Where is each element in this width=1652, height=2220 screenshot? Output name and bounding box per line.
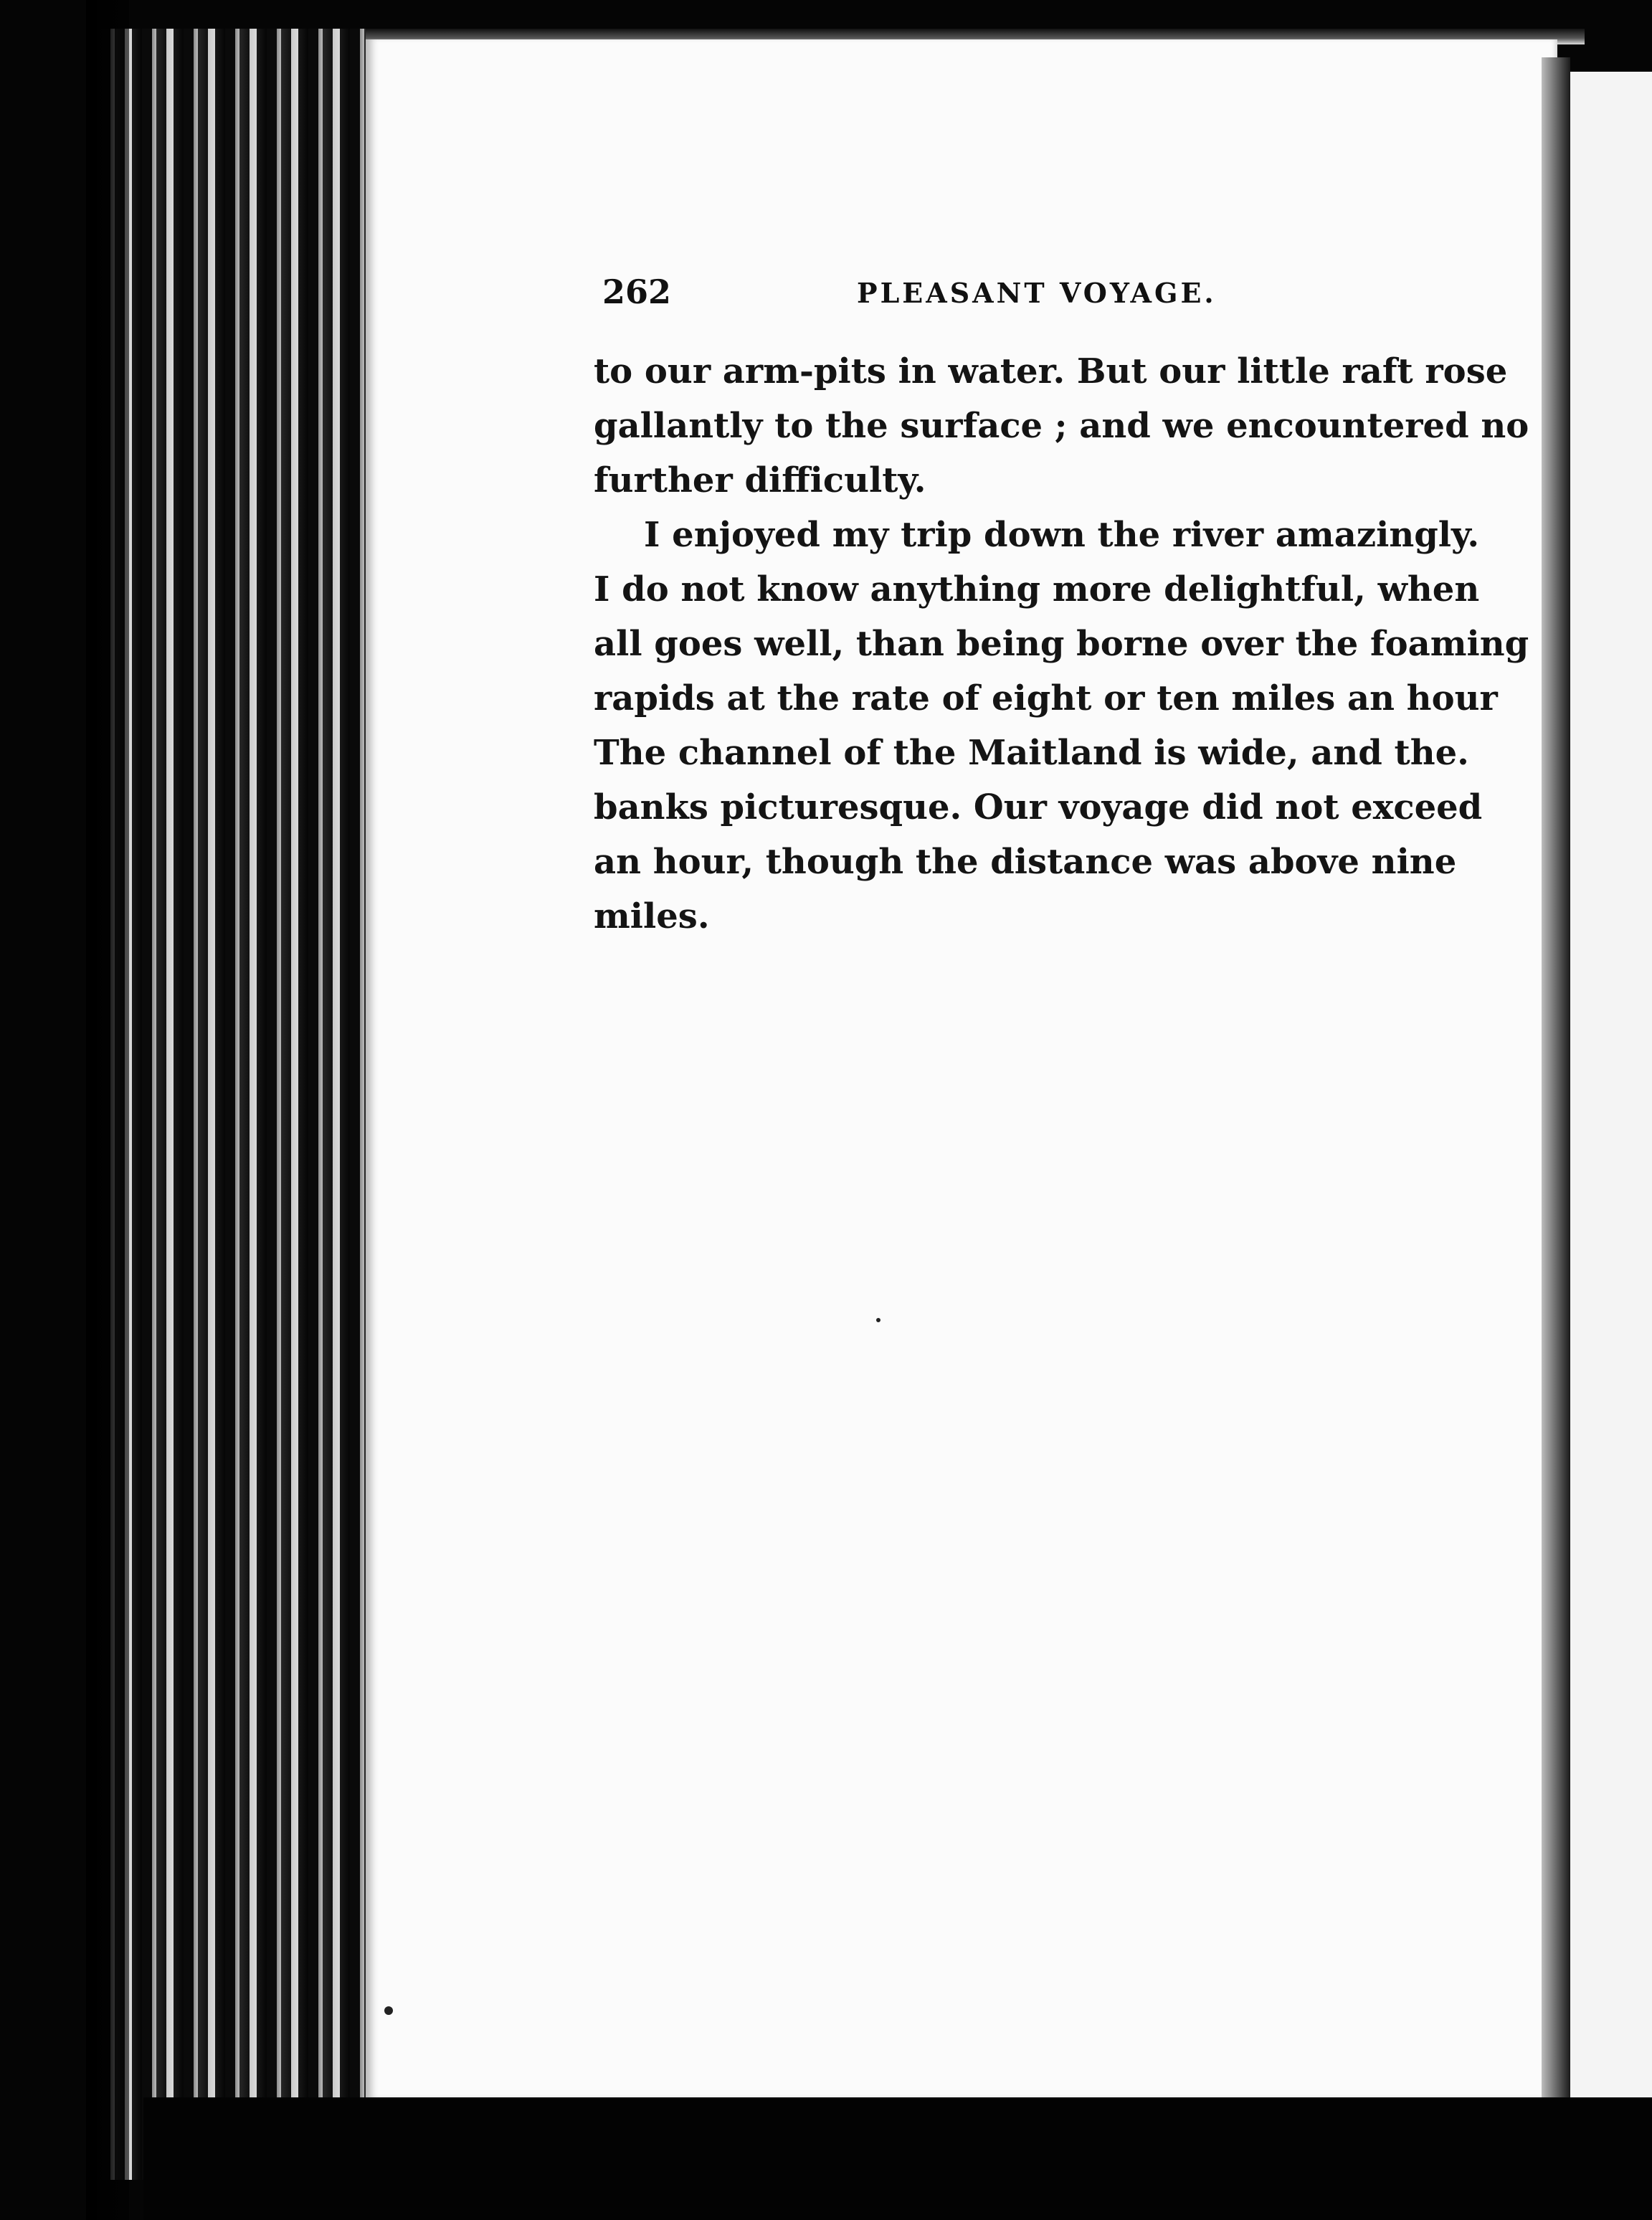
page-number: 262: [602, 272, 672, 311]
scan-speck: [876, 1318, 880, 1322]
text-line: I enjoyed my trip down the river amazingly.: [644, 515, 1480, 555]
text-line: to our arm-pits in water. But our little raft rose: [594, 351, 1508, 392]
running-head: [602, 272, 1434, 323]
text-line: an hour, though the distance was above nine: [594, 842, 1457, 882]
text-line: miles.: [594, 896, 710, 936]
text-line: further difficulty.: [594, 460, 926, 501]
text-line: all goes well, than being borne over the foaming: [594, 624, 1529, 664]
scan-speck: [384, 2006, 393, 2015]
facing-page-edge: [1570, 72, 1652, 2108]
body-text: [594, 344, 1529, 944]
book-gutter: [1542, 57, 1570, 2108]
running-title: PLEASANT VOYAGE.: [857, 277, 1217, 309]
text-line: I do not know anything more delightful, when: [594, 569, 1480, 609]
text-line: rapids at the rate of eight or ten miles an hour: [594, 678, 1498, 718]
paragraph: [594, 508, 1529, 944]
text-line: gallantly to the surface ; and we encountered no: [594, 406, 1529, 446]
scan-bottom-border: [143, 2097, 1652, 2220]
text-line: banks picturesque. Our voyage did not exceed: [594, 787, 1483, 827]
text-line: The channel of the Maitland is wide, and the.: [594, 733, 1469, 773]
paragraph: [594, 344, 1529, 508]
stacked-page-edges: [100, 29, 366, 2180]
binding-shadow: [86, 0, 129, 2220]
